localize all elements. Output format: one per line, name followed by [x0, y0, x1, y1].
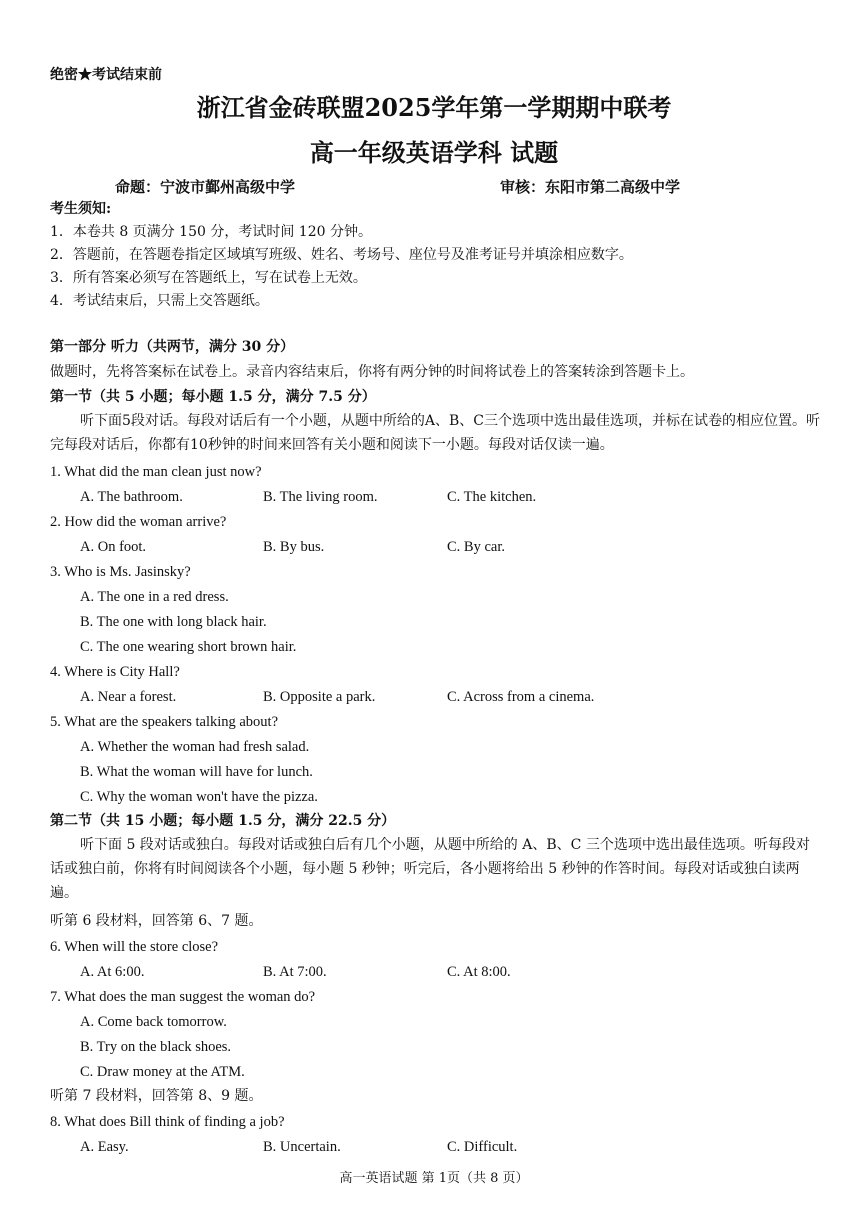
option-b: B. Try on the black shoes.: [80, 1039, 232, 1055]
question-stem: 1. What did the man clean just now?: [50, 464, 262, 480]
option-c: C. The one wearing short brown hair.: [80, 639, 297, 655]
part1-instruction: 做题时，先将答案标在试卷上。录音内容结束后，你将有两分钟的时间将试卷上的答案转涂到答题卡上。: [50, 364, 694, 380]
exam-title: 浙江省金砖联盟2025学年第一学期期中联考: [196, 93, 672, 122]
option-c: C. Difficult.: [447, 1139, 518, 1155]
option-b: B. Uncertain.: [263, 1139, 341, 1155]
option-a: A. At 6:00.: [80, 964, 145, 980]
option-c: C. Why the woman won't have the pizza.: [80, 789, 318, 805]
exam-subtitle: 高一年级英语学科 试题: [309, 138, 559, 167]
option-b: B. Opposite a park.: [263, 689, 376, 705]
question-stem: 2. How did the woman arrive?: [50, 514, 227, 530]
question-stem: 4. Where is City Hall?: [50, 664, 180, 680]
question-stem: 6. When will the store close?: [50, 939, 219, 955]
option-b: B. By bus.: [263, 539, 325, 555]
question-stem: 7. What does the man suggest the woman do?: [50, 989, 316, 1005]
page-footer: 高一英语试题 第 1页（共 8 页）: [339, 1171, 529, 1186]
setter-school: 命题：宁波市鄞州高级中学: [115, 178, 296, 196]
option-a: A. The bathroom.: [80, 489, 183, 505]
notice-item: 4．考试结束后，只需上交答题纸。: [50, 293, 269, 309]
notice-item: 3．所有答案必须写在答题纸上，写在试卷上无效。: [50, 270, 367, 286]
confidential-label: 绝密★考试结束前: [50, 67, 162, 83]
option-a: A. Come back tomorrow.: [80, 1014, 227, 1030]
option-b: B. At 7:00.: [263, 964, 327, 980]
option-a: A. On foot.: [80, 539, 147, 555]
material-note: 听第 7 段材料，回答第 8、9 题。: [50, 1088, 263, 1104]
option-a: A. Easy.: [80, 1139, 129, 1155]
option-c: C. At 8:00.: [447, 964, 511, 980]
section2-heading: 第二节（共 15 小题；每小题 1.5 分，满分 22.5 分）: [50, 813, 396, 829]
notice-item: 2．答题前，在答题卷指定区域填写班级、姓名、考场号、座位号及准考证号并填涂相应数字。: [50, 247, 633, 263]
section1-heading: 第一节（共 5 小题；每小题 1.5 分，满分 7.5 分）: [50, 389, 376, 405]
option-c: C. The kitchen.: [447, 489, 537, 505]
question-stem: 3. Who is Ms. Jasinsky?: [50, 564, 191, 580]
option-c: C. By car.: [447, 539, 505, 555]
part1-heading: 第一部分 听力（共两节，满分 30 分）: [50, 339, 295, 355]
option-c: C. Draw money at the ATM.: [80, 1064, 245, 1080]
material-note: 听第 6 段材料，回答第 6、7 题。: [50, 913, 263, 929]
option-a: A. Near a forest.: [80, 689, 177, 705]
question-stem: 5. What are the speakers talking about?: [50, 714, 279, 730]
option-b: B. What the woman will have for lunch.: [80, 764, 313, 780]
reviewer-school: 审核：东阳市第二高级中学: [500, 178, 681, 196]
option-c: C. Across from a cinema.: [447, 689, 595, 705]
option-b: B. The one with long black hair.: [80, 614, 267, 630]
option-a: A. The one in a red dress.: [80, 589, 229, 605]
question-stem: 8. What does Bill think of finding a job?: [50, 1114, 285, 1130]
option-a: A. Whether the woman had fresh salad.: [80, 739, 310, 755]
notice-heading: 考生须知:: [50, 201, 112, 217]
option-b: B. The living room.: [263, 489, 378, 505]
section2-instruction: 听下面 5 段对话或独白。每段对话或独白后有几个小题，从题中所给的 A、B、C 三个选项中选出最佳选项。听每段对话或独白前，你将有时间阅读各个小题，每小题 5 秒钟；听完后，各小题将给出 5 秒钟的作答时间。每段对话或独白读两遍。: [50, 837, 810, 901]
section1-instruction: 听下面5段对话。每段对话后有一个小题，从题中所给的A、B、C三个选项中选出最佳选项，并标在试卷的相应位置。听完每段对话后，你都有10秒钟的时间来回答有关小题和阅读下一小题。每段对话仅读一遍。: [50, 413, 821, 453]
notice-item: 1．本卷共 8 页满分 150 分，考试时间 120 分钟。: [50, 224, 372, 240]
